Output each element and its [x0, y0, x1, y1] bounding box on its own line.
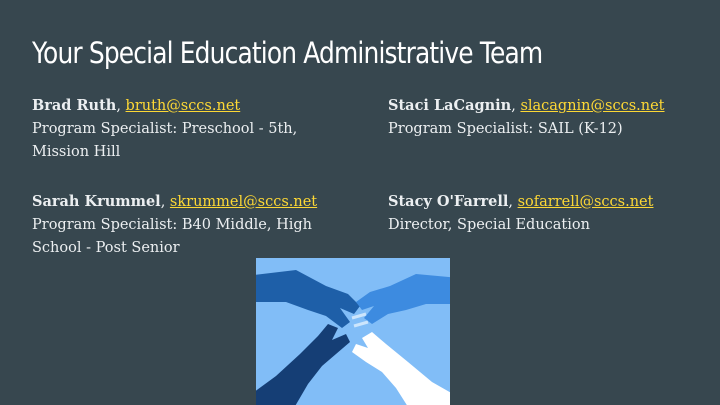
contact-card-sarah-krummel	[32, 190, 322, 260]
contact-card-stacy-ofarrell	[388, 190, 708, 237]
slide-title: Your Special Education Administrative Team	[32, 36, 543, 70]
name-separator: ,	[116, 98, 126, 114]
contact-card-brad-ruth	[32, 94, 312, 164]
contact-email-link[interactable]: skrummel@sccs.net	[169, 194, 318, 210]
contact-email-link[interactable]: slacagnin@sccs.net	[520, 98, 665, 114]
hand-mid-blue-top	[356, 274, 450, 324]
contact-name: Sarah Krummel	[32, 193, 161, 210]
contact-name: Staci LaCagnin	[388, 97, 512, 114]
contact-role: Director, Special Education	[388, 217, 590, 233]
hand-white-bottom	[352, 332, 450, 405]
hand-dark-blue-top	[256, 270, 360, 328]
contact-role: Program Specialist: SAIL (K-12)	[388, 121, 623, 137]
contact-name: Brad Ruth	[32, 97, 117, 114]
contact-card-staci-lacagnin	[388, 94, 708, 141]
stacked-hands-icon	[256, 258, 450, 405]
name-separator: ,	[160, 194, 170, 210]
contact-role: Program Specialist: B40 Middle, High School - Post Senior	[32, 217, 312, 256]
contact-role: Program Specialist: Preschool - 5th, Mission Hill	[32, 121, 298, 160]
contact-email-link[interactable]: bruth@sccs.net	[125, 98, 241, 114]
name-separator: ,	[508, 194, 518, 210]
contact-name: Stacy O'Farrell	[388, 193, 509, 210]
name-separator: ,	[511, 98, 521, 114]
contact-email-link[interactable]: sofarrell@sccs.net	[517, 194, 654, 210]
hand-navy-bottom	[256, 324, 350, 405]
teamwork-illustration	[256, 258, 450, 405]
